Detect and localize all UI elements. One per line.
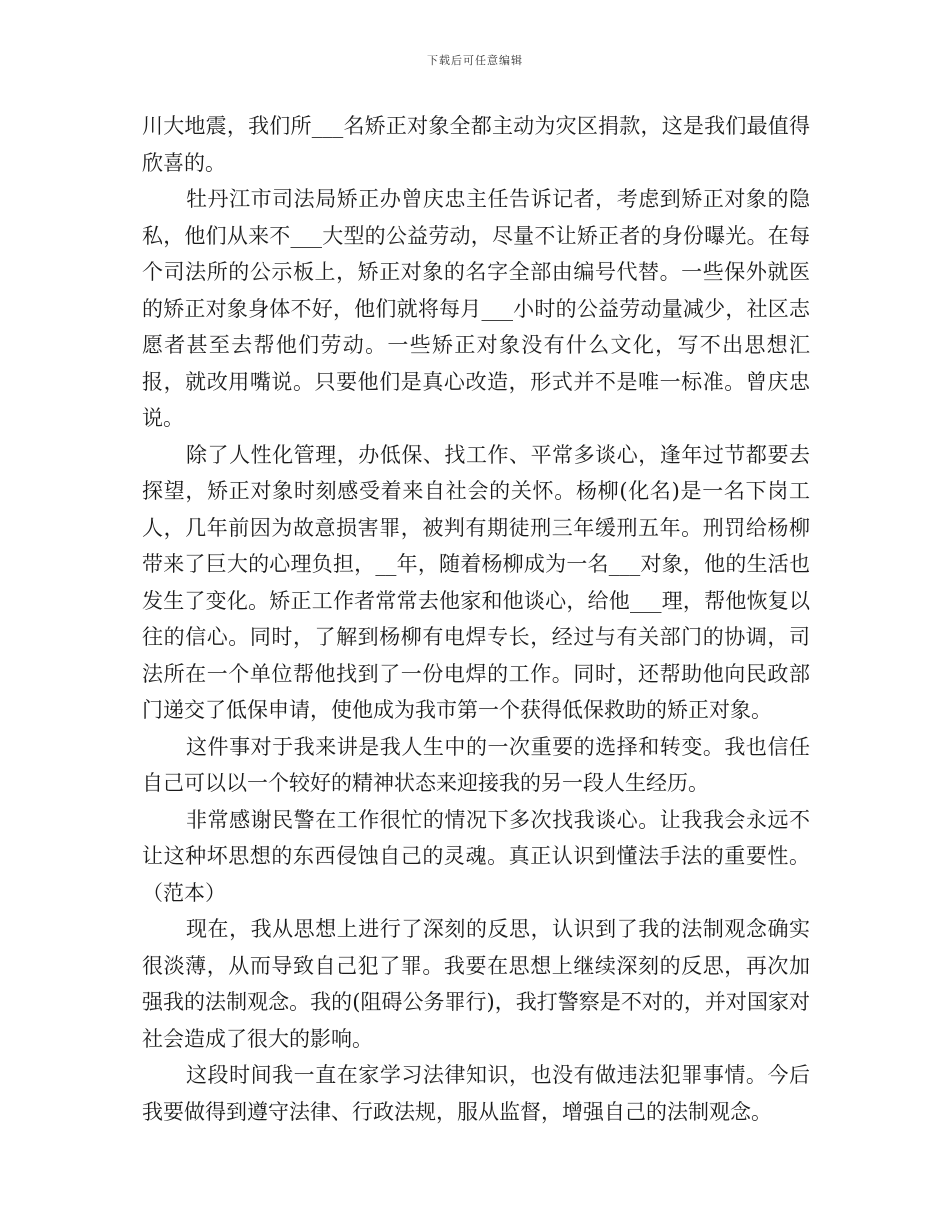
paragraph-3: 除了人性化管理，办低保、找工作、平常多谈心，逢年过节都要去探望，矫正对象时刻感受着来自社会的关怀。杨柳(化名)是一名下岗工人，几年前因为故意损害罪，被判有期徒刑三年缓刑五年。刑罚给杨柳带来了巨大的心理负担，__年，随着杨柳成为一名___对象，他的生活也发生了变化。矫正工作者常常去他家和他谈心，给他___理，帮他恢复以往的信心。同时，了解到杨柳有电焊专长，经过与有关部门的协调，司法所在一个单位帮他找到了一份电焊的工作。同时，还帮助他向民政部门递交了低保申请，使他成为我市第一个获得低保救助的矫正对象。: [142, 442, 810, 722]
paragraph-5: 非常感谢民警在工作很忙的情况下多次找我谈心。让我我会永远不让这种坏思想的东西侵蚀自己的灵魂。真正认识到懂法手法的重要性。（范本）: [142, 807, 810, 905]
paragraph-7: 这段时间我一直在家学习法律知识，也没有做违法犯罪事情。今后我要做得到遵守法律、行政法规，服从监督，增强自己的法制观念。: [142, 1063, 810, 1124]
paragraph-2: 牡丹江市司法局矫正办曾庆忠主任告诉记者，考虑到矫正对象的隐私，他们从来不___大型的公益劳动，尽量不让矫正者的身份曝光。在每个司法所的公示板上，矫正对象的名字全部由编号代替。一些保外就医的矫正对象身体不好，他们就将每月___小时的公益劳动量减少，社区志愿者甚至去帮他们劳动。一些矫正对象没有什么文化，写不出思想汇报，就改用嘴说。只要他们是真心改造，形式并不是唯一标准。曾庆忠说。: [142, 187, 810, 430]
document-body: [142, 108, 810, 1130]
paragraph-1: 川大地震，我们所___名矫正对象全都主动为灾区捐款，这是我们最值得欣喜的。: [142, 114, 810, 175]
paragraph-4: 这件事对于我来讲是我人生中的一次重要的选择和转变。我也信任自己可以以一个较好的精神状态来迎接我的另一段人生经历。: [142, 734, 810, 795]
page-header: 下载后可任意编辑: [427, 54, 523, 67]
paragraph-6: 现在，我从思想上进行了深刻的反思，认识到了我的法制观念确实很淡薄，从而导致自己犯了罪。我要在思想上继续深刻的反思，再次加强我的法制观念。我的(阻碍公务罪行)，我打警察是不对的，并对国家对社会造成了很大的影响。: [142, 917, 810, 1051]
